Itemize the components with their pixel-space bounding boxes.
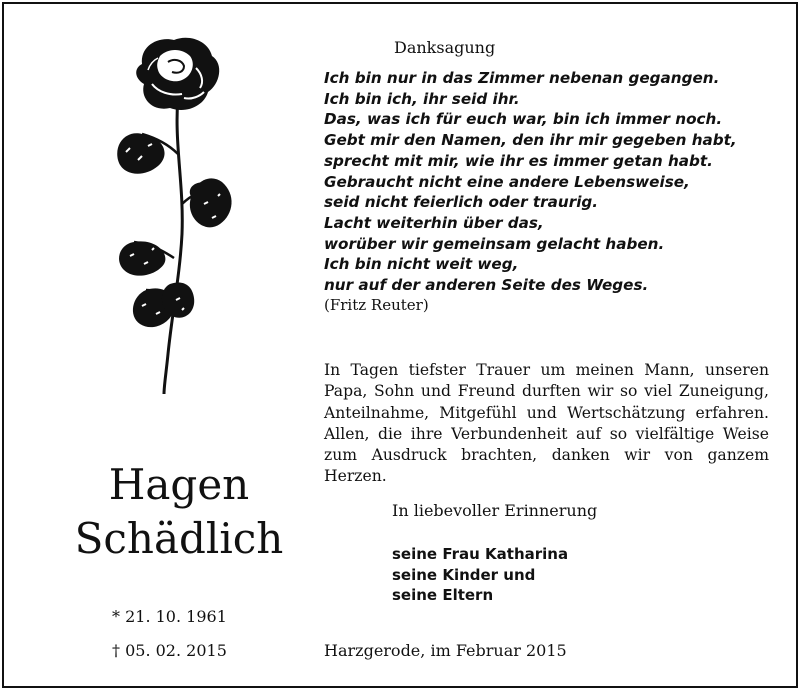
birth-date: * 21. 10. 1961 [112, 607, 227, 626]
poem-line: Ich bin nur in das Zimmer nebenan gegangen. [324, 69, 720, 87]
poem [324, 68, 764, 315]
rose-leaves [117, 133, 231, 327]
poem-line: Gebt mir den Namen, den ihr mir gegeben habt, [324, 131, 737, 150]
rose-stem [164, 96, 182, 394]
poem-line: Lacht weiterhin über das, [324, 213, 544, 232]
poem-line: Ich bin ich, ihr seid ihr. [324, 89, 520, 108]
signer: seine Frau Katharina [392, 545, 569, 563]
poem-line: Gebraucht nicht eine andere Lebensweise, [324, 172, 690, 191]
poem-line: seid nicht feierlich oder traurig. [324, 193, 599, 212]
poem-author: (Fritz Reuter) [324, 295, 429, 314]
signer: seine Eltern [392, 586, 494, 605]
thank-you-text: In Tagen tiefster Trauer um meinen Mann, unseren Papa, Sohn und Freund durften wir so viel Zuneigung, Anteilnahme, Mitgefühl und Wertschätzung erfahren. Allen, die ihre Verbundenheit auf so vielfältige Weise zum Ausdruck brachten, danken wir von ganzem Herzen. [324, 361, 769, 486]
place-and-date: Harzgerode, im Februar 2015 [324, 641, 567, 660]
rose-illustration [112, 34, 242, 396]
death-date: † 05. 02. 2015 [112, 641, 227, 660]
poem-line: Ich bin nicht weit weg, [324, 255, 519, 274]
closing-phrase: In liebevoller Erinnerung [392, 501, 598, 520]
poem-line: nur auf der anderen Seite des Weges. [324, 276, 649, 295]
signers [392, 544, 568, 606]
deceased-last-name: Schädlich [74, 514, 284, 563]
signer: seine Kinder und [392, 565, 536, 584]
poem-line: Das, was ich für euch war, bin ich immer noch. [324, 110, 723, 129]
deceased-first-name: Hagen [108, 460, 250, 509]
obituary-notice [2, 2, 798, 688]
poem-line: worüber wir gemeinsam gelacht haben. [324, 234, 665, 253]
poem-line: sprecht mit mir, wie ihr es immer getan habt. [324, 151, 713, 170]
heading-danksagung: Danksagung [394, 38, 496, 57]
rose-bloom [136, 38, 219, 110]
